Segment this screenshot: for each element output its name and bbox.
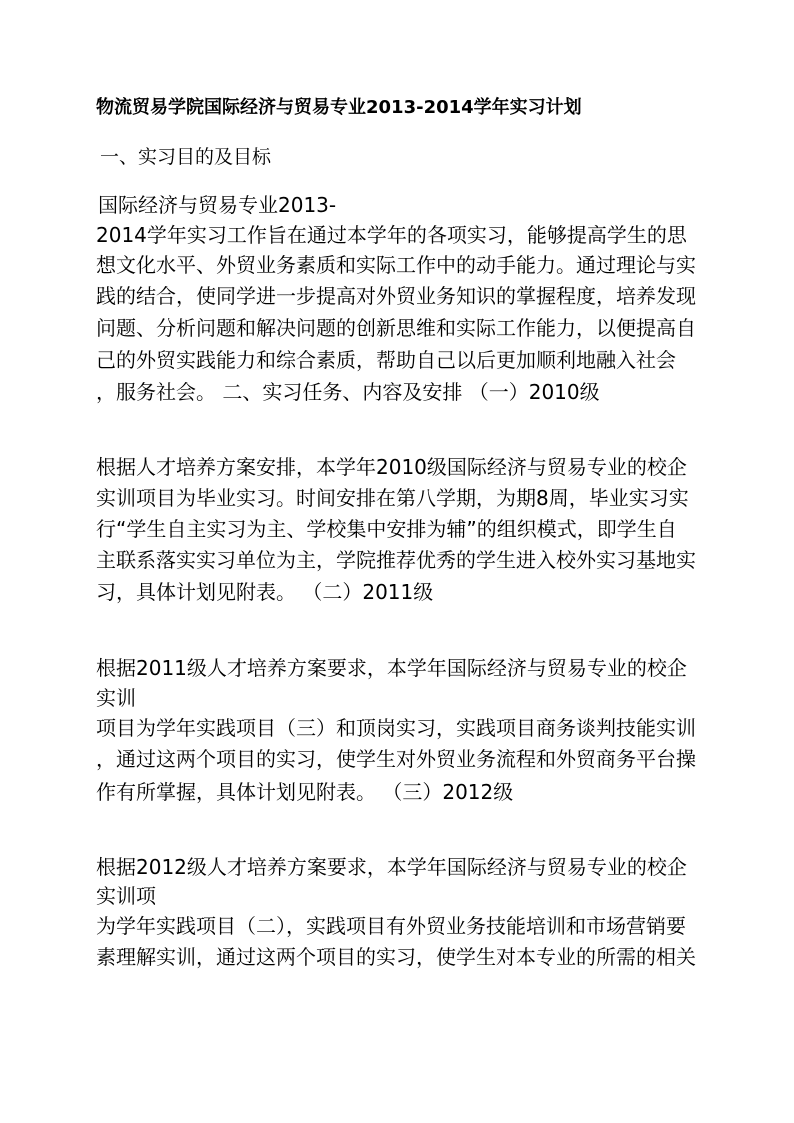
paragraph-line: 根据人才培养方案安排，本学年2010级国际经济与贸易专业的校企 <box>96 455 687 479</box>
paragraph-line: 项目为学年实践项目（三）和顶岗实习，实践项目商务谈判技能实训 <box>96 716 696 740</box>
document-title: 物流贸易学院国际经济与贸易专业2013-2014学年实习计划 <box>96 97 582 118</box>
paragraph-line: 己的外贸实践能力和综合素质，帮助自己以后更加顺利地融入社会 <box>96 348 676 372</box>
paragraph-line: 素理解实训，通过这两个项目的实习，使学生对本专业的所需的相关 <box>96 945 696 969</box>
paragraph-line: 为学年实践项目（二），实践项目有外贸业务技能培训和市场营销要 <box>96 914 686 938</box>
paragraph-line: 实训项目为毕业实习。时间安排在第八学期，为期8周，毕业实习实 <box>96 486 689 510</box>
paragraph-line: 实训 <box>96 686 136 710</box>
paragraph-line: 实训项 <box>96 884 156 908</box>
paragraph-line: 主联系落实实习单位为主，学院推荐优秀的学生进入校外实习基地实 <box>96 548 696 572</box>
section-heading-objectives: 一、实习目的及目标 <box>100 146 272 168</box>
paragraph-line: 根据2012级人才培养方案要求，本学年国际经济与贸易专业的校企 <box>96 855 687 879</box>
paragraph-line: 作有所掌握，具体计划见附表。 （三）2012级 <box>96 780 514 804</box>
paragraph-line: ，通过这两个项目的实习，使学生对外贸业务流程和外贸商务平台操 <box>96 747 696 771</box>
paragraph-line: ，服务社会。 二、实习任务、内容及安排 （一）2010级 <box>96 380 600 404</box>
paragraph-line: 习，具体计划见附表。 （二）2011级 <box>96 580 434 604</box>
paragraph-line: 国际经济与贸易专业2013- <box>98 193 337 217</box>
paragraph-line: 根据2011级人才培养方案要求，本学年国际经济与贸易专业的校企 <box>96 656 687 680</box>
paragraph-line: 2014学年实习工作旨在通过本学年的各项实习，能够提高学生的思 <box>96 223 687 247</box>
paragraph-line: 想文化水平、外贸业务素质和实际工作中的动手能力。通过理论与实 <box>96 253 696 277</box>
paragraph-line: 践的结合，使同学进一步提高对外贸业务知识的掌握程度，培养发现 <box>96 284 696 308</box>
paragraph-line: 问题、分析问题和解决问题的创新思维和实际工作能力，以便提高自 <box>96 316 696 340</box>
paragraph-line: 行“学生自主实习为主、学校集中安排为辅”的组织模式，即学生自 <box>96 517 677 541</box>
